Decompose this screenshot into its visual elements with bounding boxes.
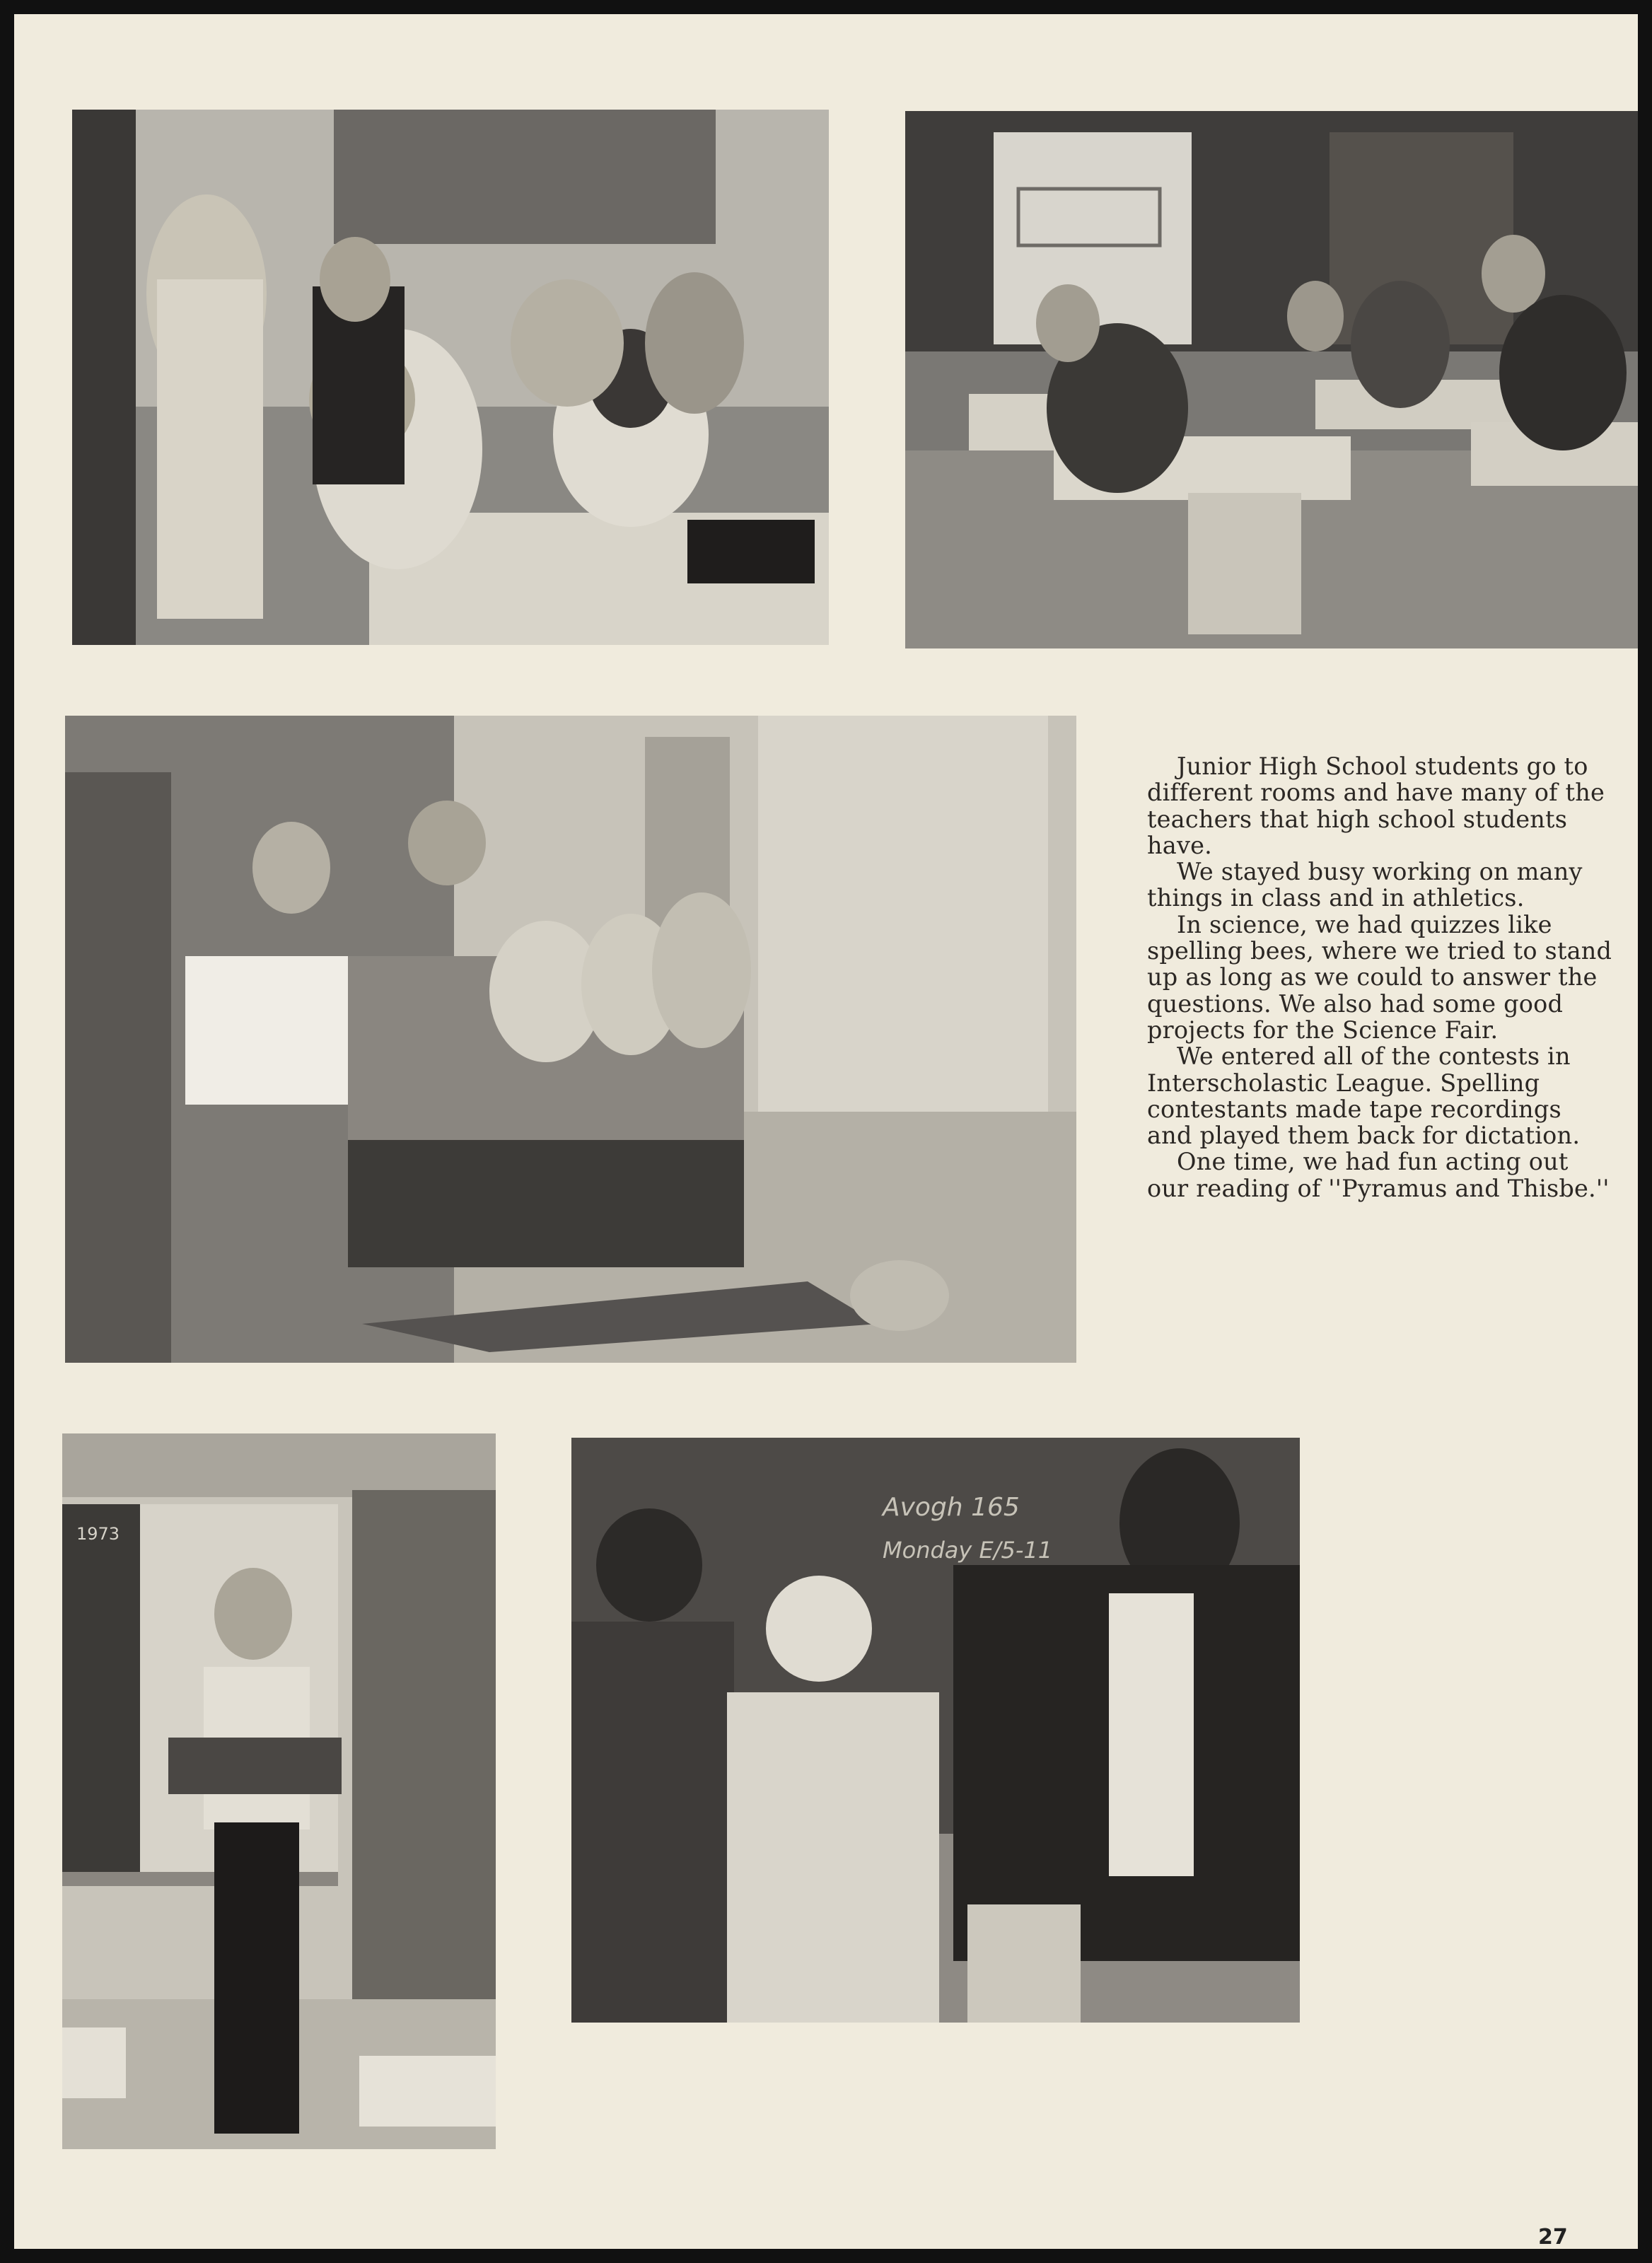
photo-classroom-desks — [905, 111, 1638, 648]
calendar-text: 1973 — [76, 1524, 120, 1544]
chalkboard-text-1: Avogh 165 — [883, 1493, 1020, 1522]
paragraph: One time, we had fun acting out our reading of ''Pyramus and Thisbe.'' — [1147, 1148, 1610, 1202]
photo-students-studying — [72, 110, 829, 645]
paragraph: In science, we had quizzes like spelling bees, where we tried to stand up as long as we could to answer the questions. We also had some good projects for the Science Fair. — [1147, 910, 1612, 1044]
article-text — [1147, 753, 1614, 1202]
paragraph: We entered all of the contests in Interscholastic League. Spelling contestants made tape recordings and played them back for dictation. — [1147, 1042, 1581, 1150]
photo-drama-performance — [65, 716, 1076, 1363]
photo-science-lab — [571, 1438, 1300, 2023]
paragraph: Junior High School students go to different rooms and have many of the teachers that high school students have. — [1147, 752, 1605, 859]
chalkboard-text-2: Monday E/5-11 — [883, 1537, 1053, 1564]
paragraph: We stayed busy working on many things in class and in athletics. — [1147, 858, 1583, 912]
photo-boy-reading — [62, 1433, 496, 2149]
page-number: 27 — [1538, 2225, 1568, 2250]
yearbook-page — [14, 14, 1638, 2249]
